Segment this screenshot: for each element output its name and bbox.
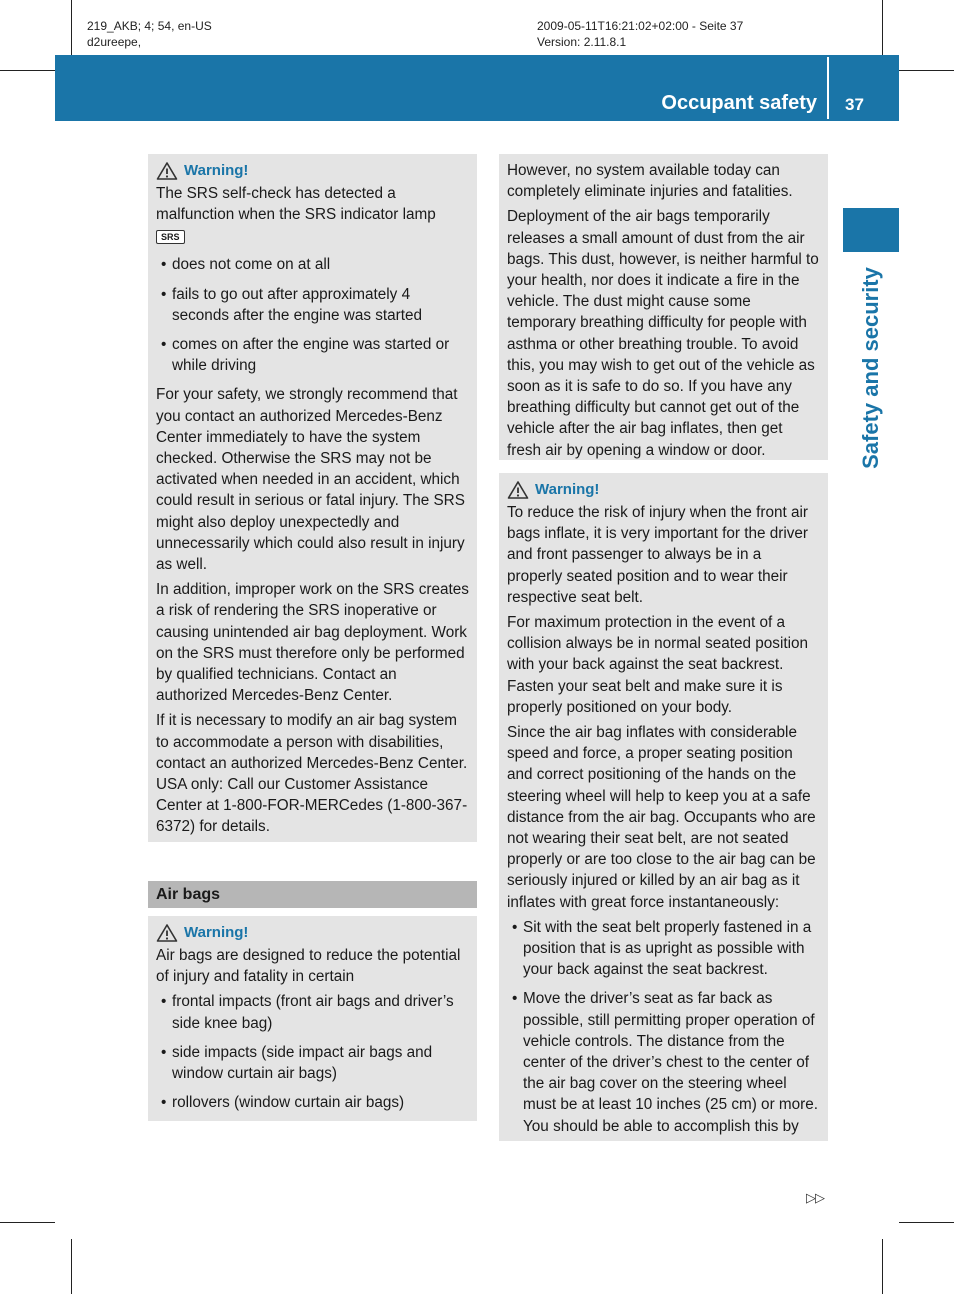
warning-triangle-icon [156, 161, 178, 181]
list-item: • fails to go out after approximately 4 seconds after the engine was started [156, 284, 469, 326]
print-meta-right [537, 18, 743, 50]
paragraph: For maximum protection in the event of a collision always be in normal seated position with your back against the seat backrest. Fasten your seat belt and make sure it is properly positioned on your body. [507, 614, 809, 716]
list-item: • comes on after the engine was started or while driving [156, 334, 469, 376]
list-item: • frontal impacts (front air bags and driver’s side knee bag) [156, 991, 469, 1033]
crop-mark [0, 70, 55, 71]
print-meta-line: d2ureepe, [87, 35, 142, 49]
airbag-warning-box [148, 916, 477, 1121]
list-item: • Sit with the seat belt properly fastened in a position that is as upright as possible with your back against the seat backrest. [507, 917, 820, 981]
crop-mark [899, 70, 954, 71]
print-meta-line: 2009-05-11T16:21:02+02:00 - Seite 37 [537, 19, 744, 33]
paragraph: However, no system available today can completely eliminate injuries and fatalities. [507, 162, 793, 201]
warning-bullet-list [156, 991, 469, 1113]
paragraph: Deployment of the air bags temporarily releases a small amount of dust from the air bags. This dust, however, is neither harmful to your health, nor does it indicate a fire in the vehicle. The dust might cause some temporary breathing difficulty for people with asthma or other breathing trouble. To avoid this, you may wish to get out of the vehicle as soon as it is safe to do so. If you have any breathing difficulty but cannot get out of the vehicle after the air bag inflates, then get fresh air by opening a window or door. [507, 208, 819, 459]
warning-heading [507, 479, 820, 500]
page-title: Occupant safety [661, 92, 817, 114]
warning-bullet-list [156, 254, 469, 376]
warning-label: Warning! [184, 923, 249, 941]
warning-triangle-icon [156, 923, 178, 943]
paragraph: To reduce the risk of injury when the front air bags inflate, it is very important for the driver and front passenger to always be in a properly seated position and to wear their respective seat belt. [507, 504, 808, 606]
page-number: 37 [845, 95, 864, 114]
crop-mark [0, 1222, 55, 1223]
continue-arrows-icon: ▷▷ [806, 1190, 824, 1205]
srs-indicator-icon: SRS [156, 230, 185, 244]
crop-mark [71, 1239, 72, 1294]
warning-intro: Air bags are designed to reduce the potential of injury and fatality in certain [156, 947, 461, 986]
warning-heading [156, 922, 469, 943]
crop-mark [882, 1239, 883, 1294]
chapter-tab-label: Safety and security [858, 267, 883, 469]
warning-heading [156, 160, 469, 181]
paragraph: Since the air bag inflates with considerable speed and force, a proper seating position and correct positioning of the hands on the steering wheel will help to keep you at a safe distance from the air bag. Occupants who are not wearing their seat belt, are not seated properly or are too close to the air bag can be seriously injured or killed by an air bag as it inflates with great force instantaneously: [507, 724, 816, 911]
paragraph: For your safety, we strongly recommend that you contact an authorized Mercedes-Benz Center immediately to have the system checked. Otherwise the SRS may not be activated when needed in an accident, which could result in serious or fatal injury. The SRS might also deploy unexpectedly and unnecessarily which could also result in injury as well. [156, 386, 465, 574]
crop-mark [71, 0, 72, 55]
list-item: • does not come on at all [156, 254, 469, 275]
list-item: • rollovers (window curtain air bags) [156, 1092, 469, 1113]
list-item: • Move the driver’s seat as far back as possible, still permitting proper operation of vehicle controls. The distance from the center of the driver’s chest to the center of the air bag cover on the steering wheel must be at least 10 inches (25 cm) or more. You should be able to accomplish this by [507, 988, 820, 1136]
crop-mark [882, 0, 883, 55]
section-heading: Air bags [148, 881, 477, 908]
warning-bullet-list [507, 917, 820, 1137]
warning-label: Warning! [184, 161, 249, 179]
paragraph: If it is necessary to modify an air bag system to accommodate a person with disabilities, contact an authorized Mercedes-Benz Center. USA only: Call our Customer Assistance Center at 1-800-FOR-MERCedes (1-800-367-6372) for details. [156, 712, 468, 836]
warning-label: Warning! [535, 480, 600, 498]
paragraph: In addition, improper work on the SRS creates a risk of rendering the SRS inoperative or causing unintended air bag deployment. Work on the SRS must therefore only be performed by qualified technicians. Contact an authorized Mercedes-Benz Center. [156, 581, 469, 705]
srs-warning-box [148, 154, 477, 842]
continuation-box [499, 154, 828, 460]
warning-intro: The SRS self-check has detected a malfunction when the SRS indicator lamp [156, 185, 436, 224]
header-divider [827, 57, 829, 119]
warning-triangle-icon [507, 480, 529, 500]
front-airbag-warning-box [499, 473, 828, 1141]
print-meta-left [87, 18, 212, 50]
list-item: • side impacts (side impact air bags and window curtain air bags) [156, 1042, 469, 1084]
print-meta-line: 219_AKB; 4; 54, en-US [87, 19, 212, 33]
chapter-tab-marker [843, 208, 899, 252]
print-meta-line: Version: 2.11.8.1 [537, 35, 627, 49]
crop-mark [899, 1222, 954, 1223]
